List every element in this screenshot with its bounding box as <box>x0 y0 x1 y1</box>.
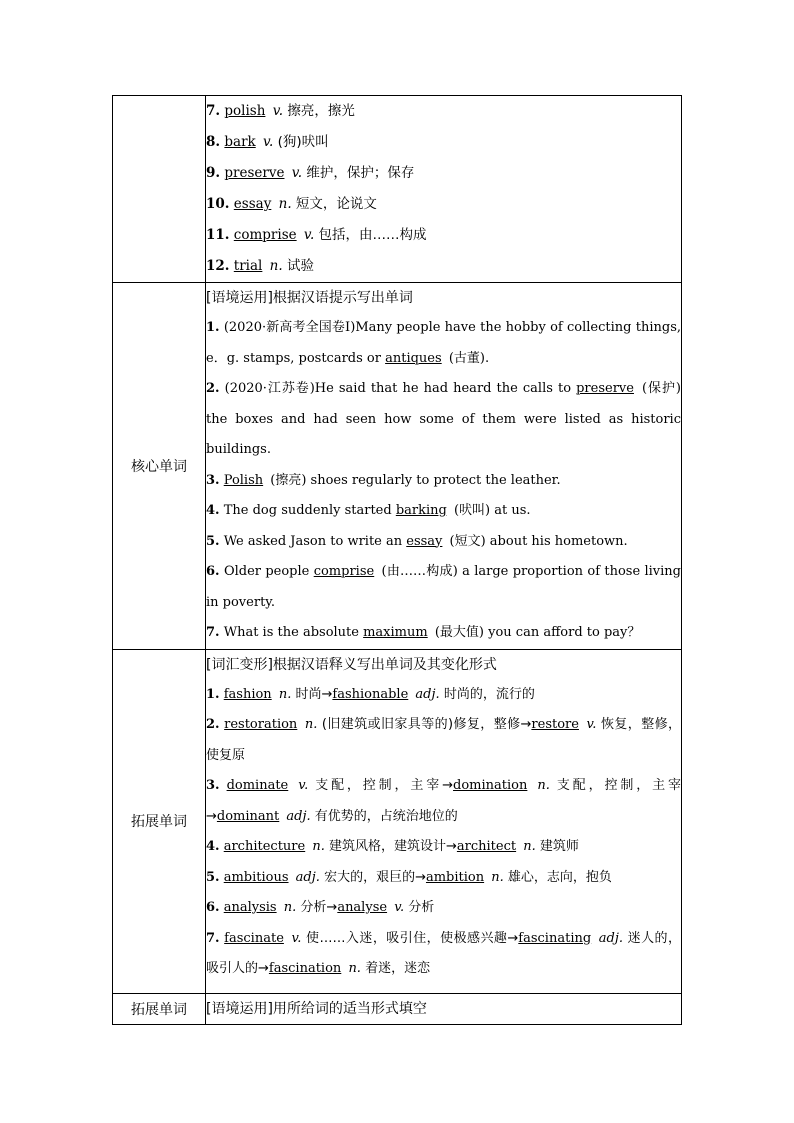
part-of-speech: n. <box>523 839 536 854</box>
row-label: 拓展单词 <box>113 993 206 1024</box>
item-number: 4. <box>206 839 220 854</box>
sentence-text: (擦亮) shoes regularly to protect the leather. <box>266 472 561 488</box>
item-number: 9. <box>206 165 221 181</box>
list-item <box>206 832 681 863</box>
part-of-speech: v. <box>272 103 284 119</box>
list-item <box>206 710 681 771</box>
sentence-text: (古董). <box>444 350 490 366</box>
list-item <box>206 863 681 894</box>
list-item <box>206 313 681 374</box>
chinese-meaning: 迷人的，吸引人的→ <box>206 930 681 976</box>
part-of-speech: n. <box>537 778 550 793</box>
chinese-meaning: 分析→ <box>300 900 338 915</box>
answer-word: fascination <box>268 961 342 976</box>
answer-word: essay <box>233 196 272 212</box>
sentence-text: What is the absolute <box>223 625 364 640</box>
answer-word: ambition <box>425 869 485 885</box>
fill-in-exercise <box>206 993 682 1024</box>
chinese-meaning: 试验 <box>286 258 314 274</box>
list-item <box>206 680 681 711</box>
list-item <box>206 557 681 618</box>
item-number: 6. <box>206 900 220 915</box>
part-of-speech: v. <box>394 900 405 915</box>
chinese-meaning: 短文，论说文 <box>295 196 377 212</box>
part-of-speech: n. <box>278 686 292 702</box>
chinese-meaning: 有优势的，占统治地位的 <box>314 808 458 824</box>
chinese-meaning: 支配，控制，主宰→ <box>206 778 681 824</box>
chinese-meaning: (狗)吠叫 <box>277 134 329 150</box>
answer-word: dominant <box>216 808 280 824</box>
list-item <box>206 771 681 832</box>
answer-word: domination <box>453 778 528 793</box>
chinese-meaning: 时尚→ <box>295 686 333 702</box>
answer-word: fascinating <box>518 930 592 946</box>
list-item <box>206 189 681 220</box>
section-header: [词汇变形]根据汉语释义写出单词及其变化形式 <box>206 656 497 673</box>
sentence-text: (保护) the boxes and had seen how some of them were listed as historic buildings. <box>206 381 681 457</box>
table-row <box>113 649 682 993</box>
part-of-speech: adj. <box>295 869 320 885</box>
item-number: 7. <box>206 930 220 946</box>
list-item <box>206 127 681 158</box>
chinese-meaning: 支配，控制，主宰→ <box>315 778 454 793</box>
chinese-meaning: 时尚的，流行的 <box>443 686 535 702</box>
part-of-speech: n. <box>348 961 361 976</box>
chinese-meaning: 维护，保护；保存 <box>306 165 415 181</box>
part-of-speech: n. <box>304 717 318 732</box>
item-number: 7. <box>206 103 221 119</box>
word-list <box>206 96 682 283</box>
row-label: 拓展单词 <box>113 649 206 993</box>
chinese-meaning: 建筑风格，建筑设计→ <box>329 839 457 854</box>
sentence-text: The dog suddenly started <box>223 503 396 518</box>
chinese-meaning: (旧建筑或旧家具等的)修复，整修→ <box>321 717 532 732</box>
list-item <box>206 158 681 189</box>
answer-word: Polish <box>223 472 264 488</box>
list-item <box>206 374 681 466</box>
part-of-speech: n. <box>283 900 297 915</box>
part-of-speech: v. <box>291 165 303 181</box>
sentence-text: (短文) about his hometown. <box>445 533 628 549</box>
table-row <box>113 96 682 283</box>
sentence-text: (吠叫) at us. <box>449 503 531 518</box>
list-item <box>206 96 681 127</box>
part-of-speech: n. <box>278 196 292 212</box>
answer-word: polish <box>224 103 266 119</box>
chinese-meaning: 擦亮，擦光 <box>287 103 355 119</box>
sentence-text: (2020·新高考全国卷Ⅰ)Many people have the hobby of collecting things, e．g. stamps, postcards or <box>206 320 681 366</box>
part-of-speech: n. <box>312 839 325 854</box>
list-item <box>206 496 681 527</box>
sentence-text: (2020·江苏卷)He said that he had heard the calls to <box>224 381 577 396</box>
row-label: 核心单词 <box>113 283 206 650</box>
item-number: 3. <box>206 472 220 488</box>
chinese-meaning: 恢复，整修，使复原 <box>206 717 681 763</box>
word-forms-exercise <box>206 649 682 993</box>
sentence-text: (由……构成) a large proportion of those living in poverty. <box>206 564 682 610</box>
answer-word: comprise <box>233 227 297 243</box>
section-header: [语境运用]用所给词的适当形式填空 <box>206 1000 427 1017</box>
sentence-text: (最大值) you can afford to pay？ <box>430 625 641 640</box>
answer-word: antiques <box>385 350 442 366</box>
item-number: 2. <box>206 381 220 396</box>
answer-word: architecture <box>223 839 306 854</box>
section-header: [语境运用]根据汉语提示写出单词 <box>206 290 413 306</box>
item-number: 5. <box>206 869 220 885</box>
item-number: 12. <box>206 258 230 274</box>
answer-word: ambitious <box>223 869 289 885</box>
part-of-speech: adj. <box>598 930 624 946</box>
item-number: 6. <box>206 564 220 579</box>
item-number: 11. <box>206 227 230 243</box>
item-number: 2. <box>206 717 220 732</box>
item-number: 3. <box>206 778 220 793</box>
answer-word: analyse <box>337 900 388 915</box>
part-of-speech: n. <box>269 258 283 274</box>
answer-word: dominate <box>226 778 289 793</box>
chinese-meaning: 雄心，志向，抱负 <box>507 869 612 885</box>
list-item <box>206 466 681 497</box>
list-item <box>206 220 681 251</box>
answer-word: fashion <box>223 686 272 702</box>
answer-word: trial <box>233 258 263 274</box>
item-number: 4. <box>206 503 220 518</box>
answer-word: analysis <box>223 900 277 915</box>
item-number: 1. <box>206 686 220 702</box>
answer-word: bark <box>224 134 256 150</box>
table-row <box>113 283 682 650</box>
chinese-meaning: 建筑师 <box>539 839 579 854</box>
part-of-speech: v. <box>303 227 315 243</box>
part-of-speech: n. <box>491 869 504 885</box>
answer-word: fashionable <box>332 686 409 702</box>
item-number: 5. <box>206 533 220 549</box>
part-of-speech: v. <box>586 717 597 732</box>
answer-word: comprise <box>313 564 375 579</box>
chinese-meaning: 着迷，迷恋 <box>365 961 431 976</box>
answer-word: restoration <box>224 717 298 732</box>
part-of-speech: adj. <box>286 808 311 824</box>
vocabulary-table <box>112 95 682 1025</box>
item-number: 7. <box>206 625 220 640</box>
item-number: 8. <box>206 134 221 150</box>
chinese-meaning: 宏大的，艰巨的→ <box>324 869 426 885</box>
answer-word: maximum <box>363 625 428 640</box>
part-of-speech: v. <box>298 778 309 793</box>
row-label <box>113 96 206 283</box>
list-item <box>206 251 681 282</box>
list-item <box>206 618 681 649</box>
item-number: 10. <box>206 196 230 212</box>
sentence-text: We asked Jason to write an <box>223 533 407 549</box>
sentence-text: Older people <box>223 564 314 579</box>
part-of-speech: adj. <box>415 686 440 702</box>
context-exercise <box>206 283 682 650</box>
answer-word: essay <box>406 533 443 549</box>
list-item <box>206 893 681 924</box>
answer-word: fascinate <box>224 930 284 946</box>
part-of-speech: v. <box>291 930 302 946</box>
answer-word: preserve <box>576 381 634 396</box>
answer-word: architect <box>456 839 517 854</box>
table-row <box>113 993 682 1024</box>
list-item <box>206 924 681 985</box>
list-item <box>206 527 681 558</box>
chinese-meaning: 使……入迷，吸引住，使极感兴趣→ <box>306 930 519 946</box>
answer-word: restore <box>531 717 579 732</box>
answer-word: barking <box>395 503 447 518</box>
item-number: 1. <box>206 320 220 335</box>
part-of-speech: v. <box>263 134 274 150</box>
chinese-meaning: 分析 <box>408 900 435 915</box>
chinese-meaning: 包括，由……构成 <box>318 227 427 243</box>
answer-word: preserve <box>224 165 285 181</box>
